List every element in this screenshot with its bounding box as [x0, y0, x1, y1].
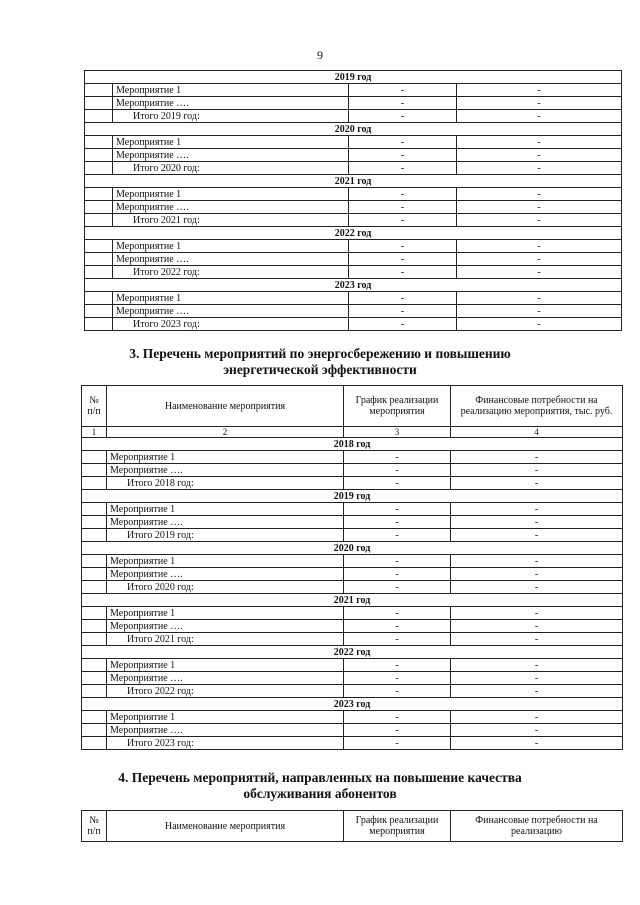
schedule-cell: - — [344, 620, 451, 633]
schedule-cell: - — [349, 253, 457, 266]
table-row — [82, 607, 623, 620]
table-row — [82, 711, 623, 724]
table-row — [82, 568, 623, 581]
total-row — [85, 162, 622, 175]
finance-cell: - — [457, 266, 622, 279]
finance-cell: - — [451, 516, 623, 529]
year-label: 2023 год — [85, 279, 622, 292]
year-row — [82, 594, 623, 607]
schedule-cell: - — [349, 240, 457, 253]
row-number-cell — [82, 503, 107, 516]
year-row — [85, 227, 622, 240]
row-number-cell — [82, 659, 107, 672]
row-number-cell — [82, 607, 107, 620]
schedule-cell: - — [349, 201, 457, 214]
page-number: 9 — [317, 48, 323, 62]
finance-cell: - — [457, 318, 622, 331]
finance-cell: - — [457, 240, 622, 253]
header-schedule: График реализации мероприятия — [344, 386, 451, 427]
total-label: Итого 2018 год: — [107, 477, 344, 490]
finance-cell: - — [451, 633, 623, 646]
measure-name: Мероприятие 1 — [107, 607, 344, 620]
measure-name: Мероприятие …. — [107, 724, 344, 737]
table-row — [85, 149, 622, 162]
table-row — [82, 503, 623, 516]
year-label: 2018 год — [82, 438, 623, 451]
year-label: 2022 год — [85, 227, 622, 240]
table-continued — [84, 70, 622, 331]
total-row — [82, 477, 623, 490]
year-row — [82, 646, 623, 659]
finance-cell: - — [457, 214, 622, 227]
finance-cell: - — [451, 503, 623, 516]
year-label: 2021 год — [82, 594, 623, 607]
section-3-title — [0, 346, 640, 378]
row-number-cell — [85, 292, 113, 305]
schedule-cell: - — [344, 529, 451, 542]
schedule-cell: - — [344, 685, 451, 698]
measure-name: Мероприятие 1 — [107, 555, 344, 568]
row-number-cell — [85, 149, 113, 162]
schedule-cell: - — [344, 724, 451, 737]
energy-saving-table — [81, 385, 623, 750]
schedule-cell: - — [349, 84, 457, 97]
finance-cell: - — [451, 620, 623, 633]
row-number-cell — [82, 672, 107, 685]
row-number-cell — [85, 188, 113, 201]
finance-cell: - — [457, 253, 622, 266]
measure-name: Мероприятие …. — [107, 568, 344, 581]
finance-cell: - — [457, 292, 622, 305]
table-row — [85, 305, 622, 318]
table-header-row — [82, 811, 623, 842]
table-row — [82, 724, 623, 737]
row-number-cell — [85, 266, 113, 279]
schedule-cell: - — [344, 581, 451, 594]
schedule-cell: - — [344, 711, 451, 724]
header-finance: Финансовые потребности на реализацию — [451, 811, 623, 842]
header-finance: Финансовые потребности на реализацию мероприятия, тыс. руб. — [451, 386, 623, 427]
finance-cell: - — [451, 685, 623, 698]
finance-cell: - — [457, 97, 622, 110]
schedule-cell: - — [344, 659, 451, 672]
year-label: 2019 год — [85, 71, 622, 84]
year-row — [82, 698, 623, 711]
row-number-cell — [82, 737, 107, 750]
row-number-cell — [85, 318, 113, 331]
table-row — [85, 240, 622, 253]
table-header-row — [82, 386, 623, 427]
year-label: 2023 год — [82, 698, 623, 711]
schedule-cell: - — [344, 477, 451, 490]
measure-name: Мероприятие …. — [107, 464, 344, 477]
table-row — [82, 516, 623, 529]
measure-name: Мероприятие 1 — [107, 711, 344, 724]
table-row — [82, 659, 623, 672]
measure-name: Мероприятие …. — [113, 305, 349, 318]
schedule-cell: - — [349, 110, 457, 123]
finance-cell: - — [451, 568, 623, 581]
table-row — [82, 620, 623, 633]
table-row — [85, 253, 622, 266]
row-number-cell — [82, 451, 107, 464]
schedule-cell: - — [344, 633, 451, 646]
row-number-cell — [85, 214, 113, 227]
measure-name: Мероприятие …. — [113, 201, 349, 214]
column-number: 1 — [82, 427, 107, 438]
measure-name: Мероприятие 1 — [113, 292, 349, 305]
table-row — [85, 188, 622, 201]
measure-name: Мероприятие 1 — [113, 136, 349, 149]
measure-name: Мероприятие …. — [113, 149, 349, 162]
schedule-cell: - — [344, 568, 451, 581]
finance-cell: - — [451, 659, 623, 672]
section-4-title — [0, 770, 640, 802]
finance-cell: - — [457, 305, 622, 318]
total-label: Итого 2023 год: — [107, 737, 344, 750]
year-label: 2020 год — [85, 123, 622, 136]
schedule-cell: - — [349, 305, 457, 318]
row-number-cell — [85, 305, 113, 318]
finance-cell: - — [457, 201, 622, 214]
row-number-cell — [85, 201, 113, 214]
schedule-cell: - — [349, 318, 457, 331]
year-row — [85, 71, 622, 84]
row-number-cell — [82, 516, 107, 529]
row-number-cell — [82, 633, 107, 646]
schedule-cell: - — [349, 292, 457, 305]
year-label: 2020 год — [82, 542, 623, 555]
row-number-cell — [82, 529, 107, 542]
total-label: Итого 2021 год: — [113, 214, 349, 227]
header-name: Наименование мероприятия — [107, 811, 344, 842]
table-row — [85, 201, 622, 214]
total-row — [82, 633, 623, 646]
measure-name: Мероприятие 1 — [107, 503, 344, 516]
schedule-cell: - — [349, 162, 457, 175]
finance-cell: - — [457, 188, 622, 201]
row-number-cell — [85, 110, 113, 123]
total-row — [85, 110, 622, 123]
finance-cell: - — [451, 451, 623, 464]
total-label: Итого 2022 год: — [113, 266, 349, 279]
column-number: 2 — [107, 427, 344, 438]
schedule-cell: - — [349, 149, 457, 162]
row-number-cell — [82, 620, 107, 633]
row-number-cell — [85, 136, 113, 149]
year-row — [82, 438, 623, 451]
measure-name: Мероприятие 1 — [113, 188, 349, 201]
schedule-cell: - — [349, 266, 457, 279]
total-label: Итого 2020 год: — [113, 162, 349, 175]
total-label: Итого 2019 год: — [113, 110, 349, 123]
finance-cell: - — [451, 607, 623, 620]
row-number-cell — [85, 240, 113, 253]
schedule-cell: - — [344, 607, 451, 620]
row-number-cell — [82, 685, 107, 698]
total-row — [85, 266, 622, 279]
finance-cell: - — [457, 110, 622, 123]
measure-name: Мероприятие …. — [107, 516, 344, 529]
finance-cell: - — [451, 529, 623, 542]
year-label: 2022 год — [82, 646, 623, 659]
schedule-cell: - — [344, 672, 451, 685]
total-row — [82, 685, 623, 698]
header-name: Наименование мероприятия — [107, 386, 344, 427]
row-number-cell — [85, 84, 113, 97]
column-number: 3 — [344, 427, 451, 438]
section-3-title-line-1: 3. Перечень мероприятий по энергосбережению и повышению — [129, 346, 511, 361]
table-row — [85, 136, 622, 149]
measure-name: Мероприятие 1 — [107, 659, 344, 672]
measure-name: Мероприятие …. — [113, 253, 349, 266]
year-row — [82, 542, 623, 555]
schedule-cell: - — [344, 451, 451, 464]
service-quality-table — [81, 810, 623, 842]
total-row — [82, 581, 623, 594]
header-schedule: График реализации мероприятия — [344, 811, 451, 842]
schedule-cell: - — [349, 97, 457, 110]
finance-cell: - — [457, 136, 622, 149]
schedule-cell: - — [344, 516, 451, 529]
table-row — [82, 464, 623, 477]
section-3-title-line-2: энергетической эффективности — [223, 362, 417, 377]
finance-cell: - — [451, 737, 623, 750]
table-row — [82, 672, 623, 685]
row-number-cell — [82, 581, 107, 594]
table-row — [82, 555, 623, 568]
measure-name: Мероприятие 1 — [113, 84, 349, 97]
measure-name: Мероприятие 1 — [113, 240, 349, 253]
column-number-row — [82, 427, 623, 438]
total-label: Итого 2023 год: — [113, 318, 349, 331]
finance-cell: - — [451, 464, 623, 477]
finance-cell: - — [457, 162, 622, 175]
schedule-cell: - — [344, 737, 451, 750]
finance-cell: - — [457, 84, 622, 97]
table-row — [85, 84, 622, 97]
total-label: Итого 2019 год: — [107, 529, 344, 542]
total-row — [82, 529, 623, 542]
column-number: 4 — [451, 427, 623, 438]
schedule-cell: - — [349, 188, 457, 201]
total-row — [85, 214, 622, 227]
finance-cell: - — [451, 581, 623, 594]
section-4-title-line-1: 4. Перечень мероприятий, направленных на повышение качества — [118, 770, 522, 785]
finance-cell: - — [451, 672, 623, 685]
schedule-cell: - — [349, 136, 457, 149]
schedule-cell: - — [344, 503, 451, 516]
total-label: Итого 2021 год: — [107, 633, 344, 646]
schedule-cell: - — [344, 555, 451, 568]
section-4-title-line-2: обслуживания абонентов — [243, 786, 397, 801]
schedule-cell: - — [344, 464, 451, 477]
measure-name: Мероприятие …. — [107, 620, 344, 633]
header-number: № п/п — [82, 811, 107, 842]
measure-name: Мероприятие 1 — [107, 451, 344, 464]
finance-cell: - — [451, 711, 623, 724]
total-row — [82, 737, 623, 750]
row-number-cell — [85, 97, 113, 110]
finance-cell: - — [451, 724, 623, 737]
row-number-cell — [85, 253, 113, 266]
measure-name: Мероприятие …. — [107, 672, 344, 685]
year-label: 2021 год — [85, 175, 622, 188]
measure-name: Мероприятие …. — [113, 97, 349, 110]
row-number-cell — [82, 477, 107, 490]
year-row — [85, 123, 622, 136]
total-label: Итого 2020 год: — [107, 581, 344, 594]
year-row — [82, 490, 623, 503]
row-number-cell — [82, 724, 107, 737]
row-number-cell — [82, 555, 107, 568]
finance-cell: - — [457, 149, 622, 162]
table-row — [82, 451, 623, 464]
finance-cell: - — [451, 477, 623, 490]
year-row — [85, 175, 622, 188]
row-number-cell — [82, 711, 107, 724]
table-row — [85, 97, 622, 110]
schedule-cell: - — [349, 214, 457, 227]
total-label: Итого 2022 год: — [107, 685, 344, 698]
row-number-cell — [85, 162, 113, 175]
total-row — [85, 318, 622, 331]
table-row — [85, 292, 622, 305]
finance-cell: - — [451, 555, 623, 568]
header-number: № п/п — [82, 386, 107, 427]
year-row — [85, 279, 622, 292]
row-number-cell — [82, 464, 107, 477]
row-number-cell — [82, 568, 107, 581]
year-label: 2019 год — [82, 490, 623, 503]
